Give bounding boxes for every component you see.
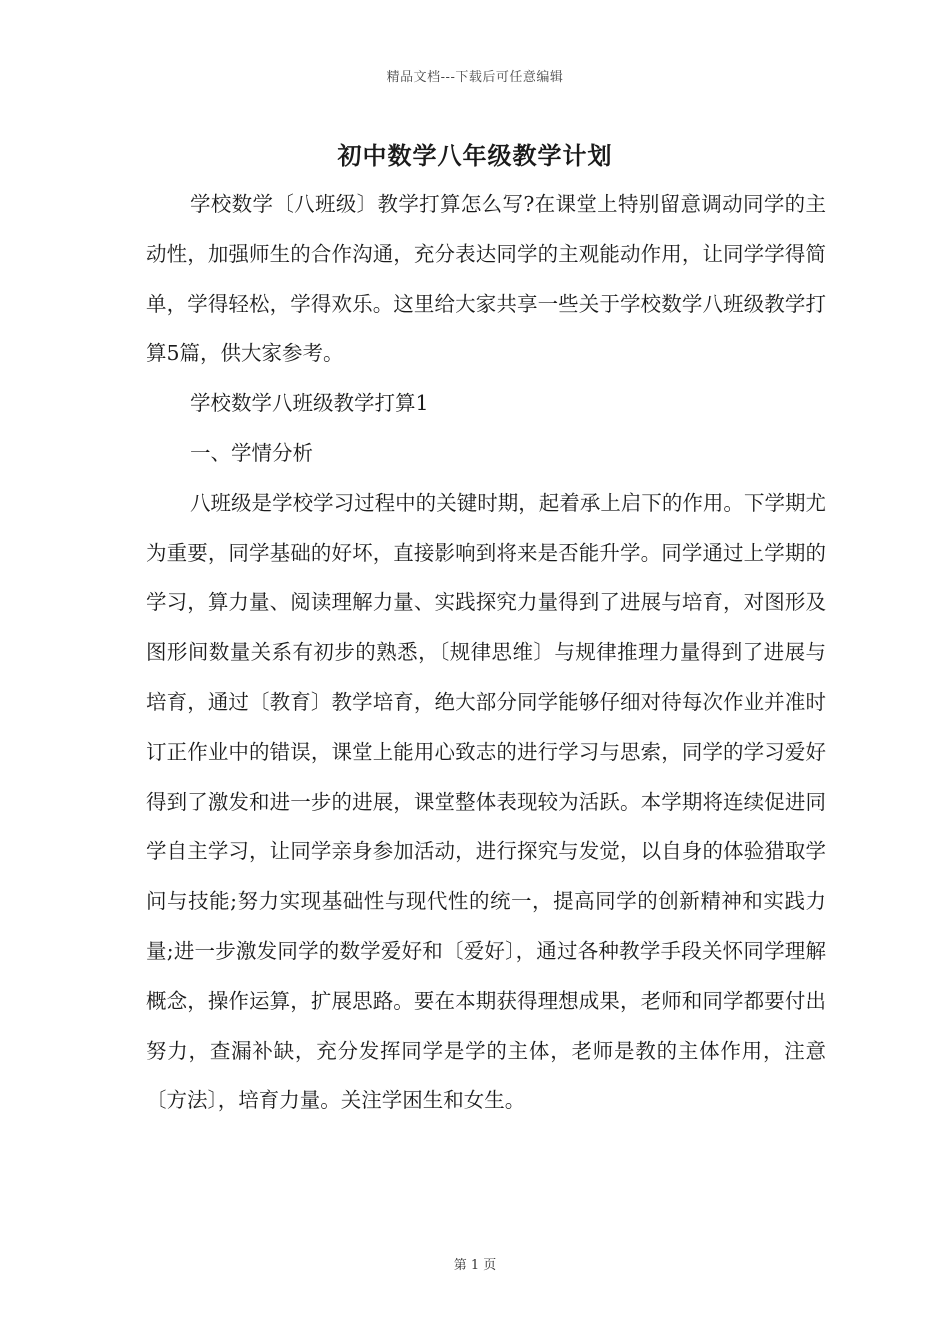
paragraph-section-heading: 学校数学八班级教学打算1 (190, 391, 429, 416)
header-note: 精品文档---下载后可任意编辑 (386, 70, 564, 85)
paragraph-subheading: 一、学情分析 (190, 440, 313, 465)
document-title: 初中数学八年级教学计划 (337, 141, 613, 170)
paragraph-intro: 学校数学〔八班级〕教学打算怎么写?在课堂上特别留意调动同学的主动性，加强师生的合作沟通，充分表达同学的主观能动作用，让同学学得简单，学得轻松，学得欢乐。这里给大家共享一些关于学校数学八班级教学打算5篇，供大家参考。 (146, 192, 826, 366)
paragraph-analysis: 八班级是学校学习过程中的关键时期，起着承上启下的作用。下学期尤为重要，同学基础的好坏，直接影响到将来是否能升学。同学通过上学期的学习，算力量、阅读理解力量、实践探究力量得到了进展与培育，对图形及图形间数量关系有初步的熟悉，〔规律思维〕与规律推理力量得到了进展与培育，通过〔教育〕教学培育，绝大部分同学能够仔细对待每次作业并准时订正作业中的错误，课堂上能用心致志的进行学习与思索，同学的学习爱好得到了激发和进一步的进展，课堂整体表现较为活跃。本学期将连续促进同学自主学习，让同学亲身参加活动，进行探究与发觉，以自身的体验猎取学问与技能;努力实现基础性与现代性的统一，提高同学的创新精神和实践力量;进一步激发同学的数学爱好和〔爱好〕，通过各种教学手段关怀同学理解概念，操作运算，扩展思路。要在本期获得理想成果，老师和同学都要付出努力，查漏补缺，充分发挥同学是学的主体，老师是教的主体作用，注意〔方法〕，培育力量。关注学困生和女生。 (146, 490, 826, 1113)
document-body (146, 180, 826, 1126)
page-number: 第 1 页 (453, 1258, 497, 1273)
